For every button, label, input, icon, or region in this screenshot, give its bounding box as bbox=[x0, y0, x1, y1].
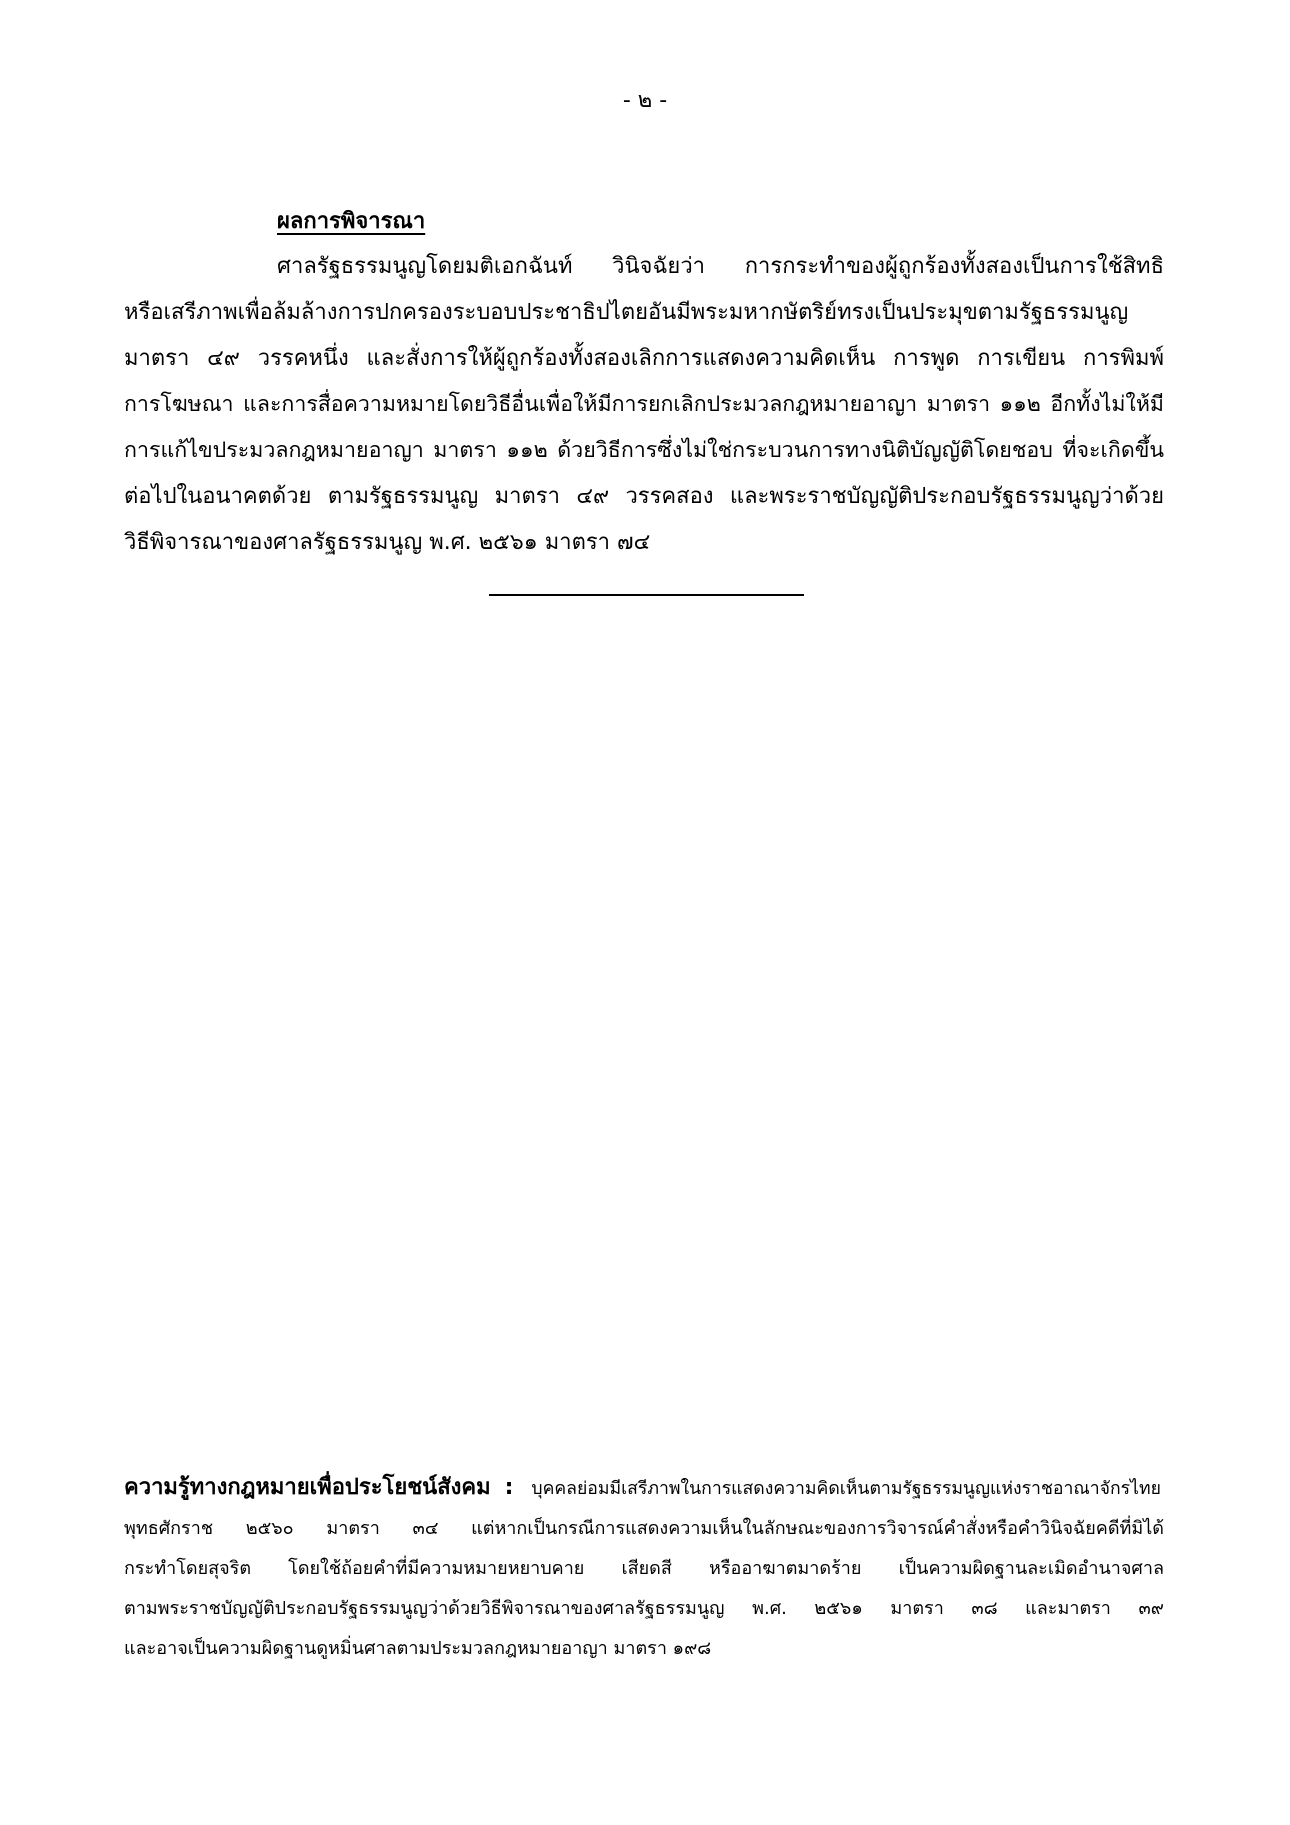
ruling-line: ต่อไปในอนาคตด้วย ตามรัฐธรรมนูญ มาตรา ๔๙ วรรคสอง และพระราชบัญญัติประกอบรัฐธรรมนูญว่าด้วย bbox=[124, 484, 1164, 509]
legal-knowledge-box bbox=[124, 1468, 1164, 1669]
section-divider bbox=[489, 594, 804, 596]
legal-knowledge-first-line bbox=[124, 1468, 1164, 1509]
ruling-paragraph bbox=[124, 244, 1164, 566]
ruling-line: การโฆษณา และการสื่อความหมายโดยวิธีอื่นเพื่อให้มีการยกเลิกประมวลกฎหมายอาญา มาตรา ๑๑๒ อีกทั้งไม่ให้มี bbox=[124, 392, 1164, 417]
section-heading-ruling: ผลการพิจารณา bbox=[277, 209, 426, 234]
legal-knowledge-line: พุทธศักราช ๒๕๖๐ มาตรา ๓๔ แต่หากเป็นกรณีการแสดงความเห็นในลักษณะของการวิจารณ์คำสั่งหรือคำวินิจฉัยคดีที่มิได้ bbox=[124, 1518, 1164, 1539]
ruling-line: วิธีพิจารณาของศาลรัฐธรรมนูญ พ.ศ. ๒๕๖๑ มาตรา ๗๔ bbox=[124, 530, 651, 555]
ruling-line: การแก้ไขประมวลกฎหมายอาญา มาตรา ๑๑๒ ด้วยวิธีการซึ่งไม่ใช่กระบวนการทางนิติบัญญัติโดยชอบ ที่จะเกิดขึ้น bbox=[124, 438, 1164, 463]
legal-knowledge-text: บุคคลย่อมมีเสรีภาพในการแสดงความคิดเห็นตามรัฐธรรมนูญแห่งราชอาณาจักรไทย bbox=[531, 1479, 1161, 1499]
legal-knowledge-line: ตามพระราชบัญญัติประกอบรัฐธรรมนูญว่าด้วยวิธีพิจารณาของศาลรัฐธรรมนูญ พ.ศ. ๒๕๖๑ มาตรา ๓๘ และมาตรา ๓๙ bbox=[124, 1598, 1164, 1619]
legal-knowledge-line: กระทำโดยสุจริต โดยใช้ถ้อยคำที่มีความหมายหยาบคาย เสียดสี หรืออาฆาตมาดร้าย เป็นความผิดฐานละเมิดอำนาจศาล bbox=[124, 1558, 1164, 1579]
legal-knowledge-line: และอาจเป็นความผิดฐานดูหมิ่นศาลตามประมวลกฎหมายอาญา มาตรา ๑๙๘ bbox=[124, 1638, 712, 1659]
legal-knowledge-colon: : bbox=[504, 1475, 514, 1500]
legal-knowledge-heading: ความรู้ทางกฎหมายเพื่อประโยชน์สังคม bbox=[124, 1475, 491, 1500]
ruling-line: ศาลรัฐธรรมนูญโดยมติเอกฉันท์ วินิจฉัยว่า การกระทำของผู้ถูกร้องทั้งสองเป็นการใช้สิทธิ bbox=[277, 254, 1164, 279]
page-number: - ๒ - bbox=[622, 88, 668, 113]
ruling-line: หรือเสรีภาพเพื่อล้มล้างการปกครองระบอบประชาธิปไตยอันมีพระมหากษัตริย์ทรงเป็นประมุขตามรัฐธรรมนูญ bbox=[124, 300, 1129, 325]
ruling-line: มาตรา ๔๙ วรรคหนึ่ง และสั่งการให้ผู้ถูกร้องทั้งสองเลิกการแสดงความคิดเห็น การพูด การเขียน การพิมพ์ bbox=[124, 346, 1164, 371]
